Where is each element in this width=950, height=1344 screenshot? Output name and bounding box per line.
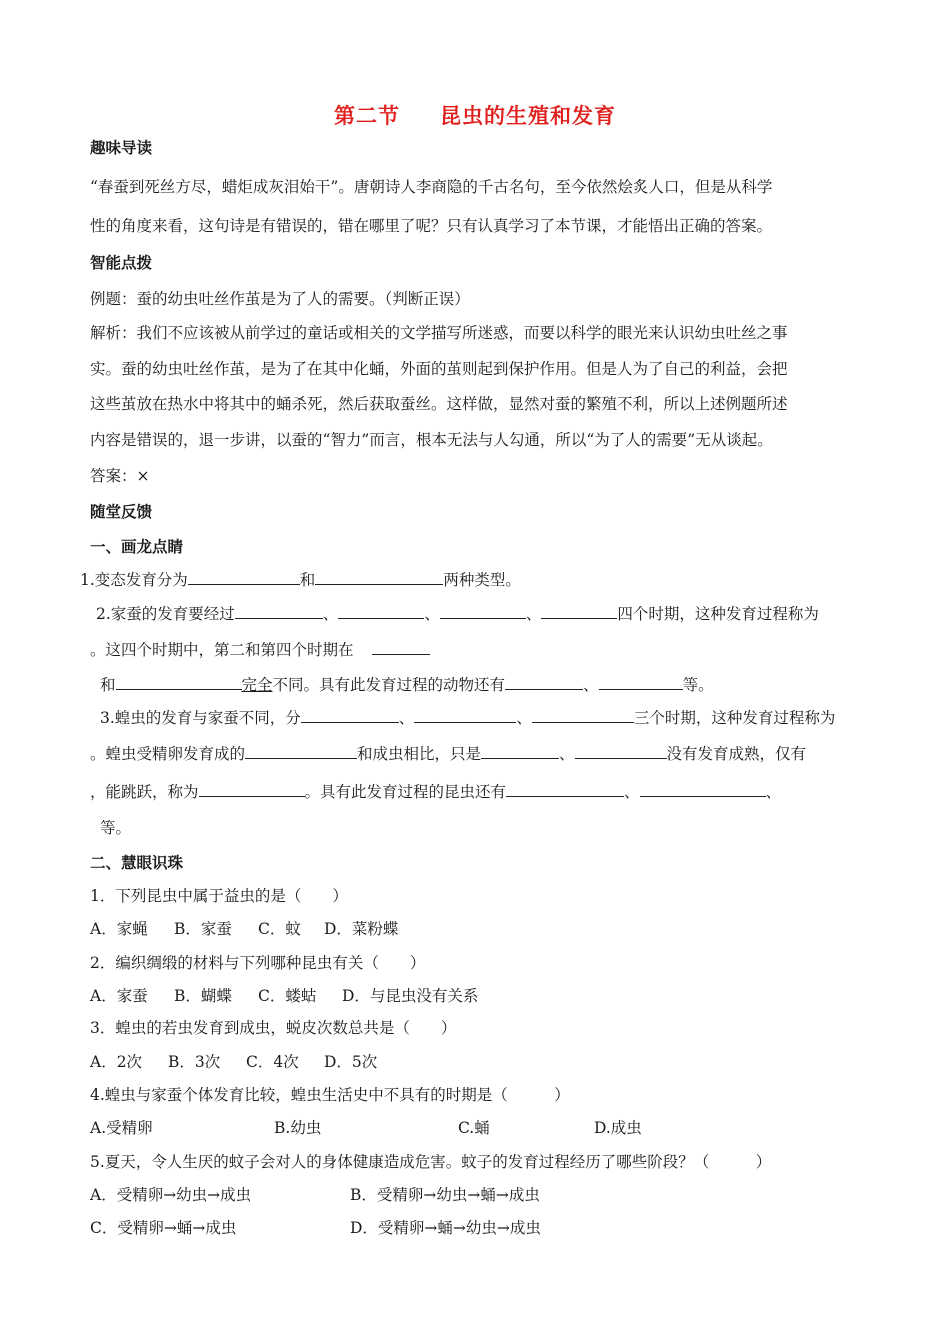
answer-blank[interactable] [506,781,624,797]
title-topic: 昆虫的生殖和发育 [440,104,616,128]
option-c[interactable]: C．4次 [246,1053,299,1071]
option-b[interactable]: B．受精卵→幼虫→蛹→成虫 [350,1186,540,1204]
answer-blank[interactable] [188,569,300,585]
option-a[interactable]: A．家蚕 [90,987,148,1005]
intro-text-line: 性的角度来看，这句诗是有错误的，错在哪里了呢？只有认真学习了本节课，才能悟出正确的答案。 [90,217,773,235]
answer-blank[interactable] [505,674,583,690]
fill-question-1: 1.变态发育分为 和 两种类型。 [80,571,521,589]
option-c[interactable]: C．蝼蛄 [258,987,317,1005]
feedback-heading: 随堂反馈 [90,503,153,521]
fill-question-2-line: 和 完全不同。具有此发育过程的动物还有 、 等。 [100,676,714,694]
answer-blank[interactable] [338,603,424,619]
page-title [0,100,950,130]
option-d[interactable]: D．受精卵→蛹→幼虫→成虫 [350,1219,541,1237]
answer-blank[interactable] [599,674,683,690]
fill-question-2: 2.家蚕的发育要经过 、 、 、 四个时期，这种发育过程称为 [96,605,819,623]
section1-heading: 一、画龙点睛 [90,538,184,556]
answer-blank[interactable] [372,639,430,655]
option-d[interactable]: D．菜粉蝶 [324,920,399,938]
choice-options [90,1185,540,1205]
option-b[interactable]: B．蝴蝶 [174,987,232,1005]
analysis-line: 实。蚕的幼虫吐丝作茧，是为了在其中化蛹，外面的茧则起到保护作用。但是人为了自己的利益，会把 [90,360,788,378]
tips-heading: 智能点拨 [90,254,153,272]
choice-question-stem: 5.夏天，令人生厌的蚊子会对人的身体健康造成危害。蚊子的发育过程经历了哪些阶段？（ ） [90,1153,772,1171]
option-a[interactable]: A．2次 [90,1053,143,1071]
answer-blank[interactable] [541,603,617,619]
choice-question-stem: 3．蝗虫的若虫发育到成虫，蜕皮次数总共是（ ） [90,1019,457,1037]
answer-blank[interactable] [440,603,526,619]
option-c[interactable]: C．受精卵→蛹→成虫 [90,1219,237,1237]
analysis-line: 内容是错误的，退一步讲，以蚕的“智力”而言，根本无法与人勾通，所以“为了人的需要”无从谈起。 [90,431,773,449]
choice-question-stem: 2．编织绸缎的材料与下列哪种昆虫有关（ ） [90,954,426,972]
choice-question-stem: 4.蝗虫与家蚕个体发育比较，蝗虫生活史中不具有的时期是（ ） [90,1086,570,1104]
example-question: 例题：蚕的幼虫吐丝作茧是为了人的需要。（判断正误） [90,290,470,308]
answer: 答案：× [90,467,150,485]
answer-blank[interactable] [315,569,443,585]
option-d[interactable]: D．5次 [324,1053,378,1071]
analysis-line: 这些茧放在热水中将其中的蛹杀死，然后获取蚕丝。这样做，显然对蚕的繁殖不利，所以上述例题所述 [90,395,788,413]
answer-blank[interactable] [116,674,242,690]
analysis-line: 解析：我们不应该被从前学过的童话或相关的文学描写所迷惑，而要以科学的眼光来认识幼虫吐丝之事 [90,324,788,342]
answer-blank[interactable] [235,603,323,619]
choice-options [90,1052,377,1072]
title-section-number: 第二节 [334,104,400,128]
fill-question-3: 3.蝗虫的发育与家蚕不同，分 、 、 三个时期，这种发育过程称为 [100,709,836,727]
option-d[interactable]: D.成虫 [594,1119,642,1137]
option-a[interactable]: A.受精卵 [90,1119,153,1137]
answer-blank[interactable] [575,743,667,759]
answer-blank[interactable] [199,781,305,797]
choice-options [90,986,478,1006]
section2-heading: 二、慧眼识珠 [90,854,184,872]
choice-options [90,1218,541,1238]
answer-blank[interactable] [245,743,357,759]
option-c[interactable]: C．蚊 [258,920,301,938]
answer-blank[interactable] [414,707,516,723]
option-b[interactable]: B.幼虫 [274,1119,322,1137]
answer-blank[interactable] [532,707,634,723]
fill-question-2-line: 。这四个时期中，第二和第四个时期在 [90,639,430,660]
fill-question-3-line: ，能跳跃，称为 。具有此发育过程的昆虫还有 、 、 [90,783,782,801]
answer-blank[interactable] [301,707,399,723]
option-b[interactable]: B．3次 [168,1053,221,1071]
option-a[interactable]: A．受精卵→幼虫→成虫 [90,1186,252,1204]
intro-heading: 趣味导读 [90,139,153,157]
answer-blank[interactable] [640,781,766,797]
intro-text-line: “春蚕到死丝方尽，蜡炬成灰泪始干”。唐朝诗人李商隐的千古名句，至今依然烩炙人口，但是从科学 [90,178,773,196]
choice-question-stem: 1．下列昆虫中属于益虫的是（ ） [90,887,348,905]
option-d[interactable]: D．与昆虫没有关系 [342,987,479,1005]
option-a[interactable]: A．家蝇 [90,920,148,938]
choice-options [90,1118,642,1138]
choice-options [90,919,398,939]
option-b[interactable]: B．家蚕 [174,920,232,938]
fill-question-3-line: 等。 [100,819,132,837]
fill-question-3-line: 。蝗虫受精卵发育成的 和成虫相比，只是 、 没有发育成熟，仅有 [90,745,807,763]
option-c[interactable]: C.蛹 [458,1119,490,1137]
answer-blank[interactable] [481,743,559,759]
